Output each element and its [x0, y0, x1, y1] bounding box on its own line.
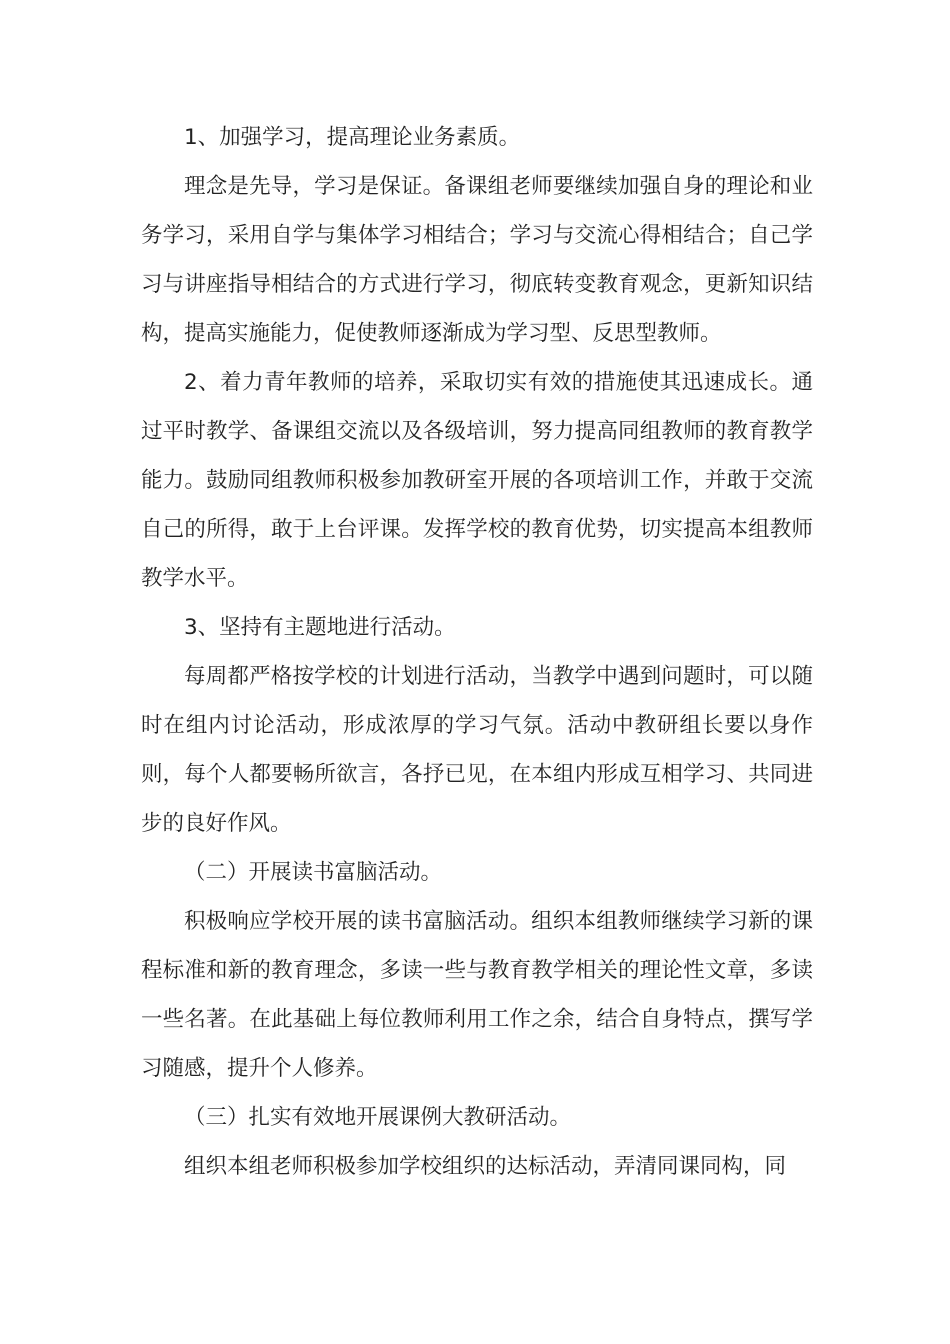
document-body: [141, 113, 813, 1191]
heading-lesson-research: （三）扎实有效地开展课例大教研活动。: [184, 1105, 572, 1130]
paragraph-study-guarantee: 理念是先导，学习是保证。备课组老师要继续加强自身的理论和业务学习，采用自学与集体学习相结合；学习与交流心得相结合；自己学习与讲座指导相结合的方式进行学习，彻底转变教育观念，更新知识结构，提高实施能力，促使教师逐渐成为学习型、反思型教师。: [141, 174, 813, 346]
paragraph-lesson-research: 组织本组老师积极参加学校组织的达标活动，弄清同课同构，同: [184, 1154, 787, 1179]
heading-strengthen-study: 1、加强学习，提高理论业务素质。: [184, 125, 521, 150]
paragraph-reading-activity: 积极响应学校开展的读书富脑活动。组织本组教师继续学习新的课程标准和新的教育理念，多读一些与教育教学相关的理论性文章，多读一些名著。在此基础上每位教师利用工作之余，结合自身特点，撰写学习随感，提升个人修养。: [141, 909, 813, 1081]
paragraph-young-teacher-training: 2、着力青年教师的培养，采取切实有效的措施使其迅速成长。通过平时教学、备课组交流以及各级培训，努力提高同组教师的教育教学能力。鼓励同组教师积极参加教研室开展的各项培训工作，并敢于交流自己的所得，敢于上台评课。发挥学校的教育优势，切实提高本组教师教学水平。: [141, 370, 813, 591]
heading-reading-activity: （二）开展读书富脑活动。: [184, 860, 443, 885]
paragraph-weekly-activities: 每周都严格按学校的计划进行活动，当教学中遇到问题时，可以随时在组内讨论活动，形成浓厚的学习气氛。活动中教研组长要以身作则，每个人都要畅所欲言，各抒已见，在本组内形成互相学习、共同进步的良好作风。: [141, 664, 813, 836]
heading-themed-activities: 3、坚持有主题地进行活动。: [184, 615, 456, 640]
